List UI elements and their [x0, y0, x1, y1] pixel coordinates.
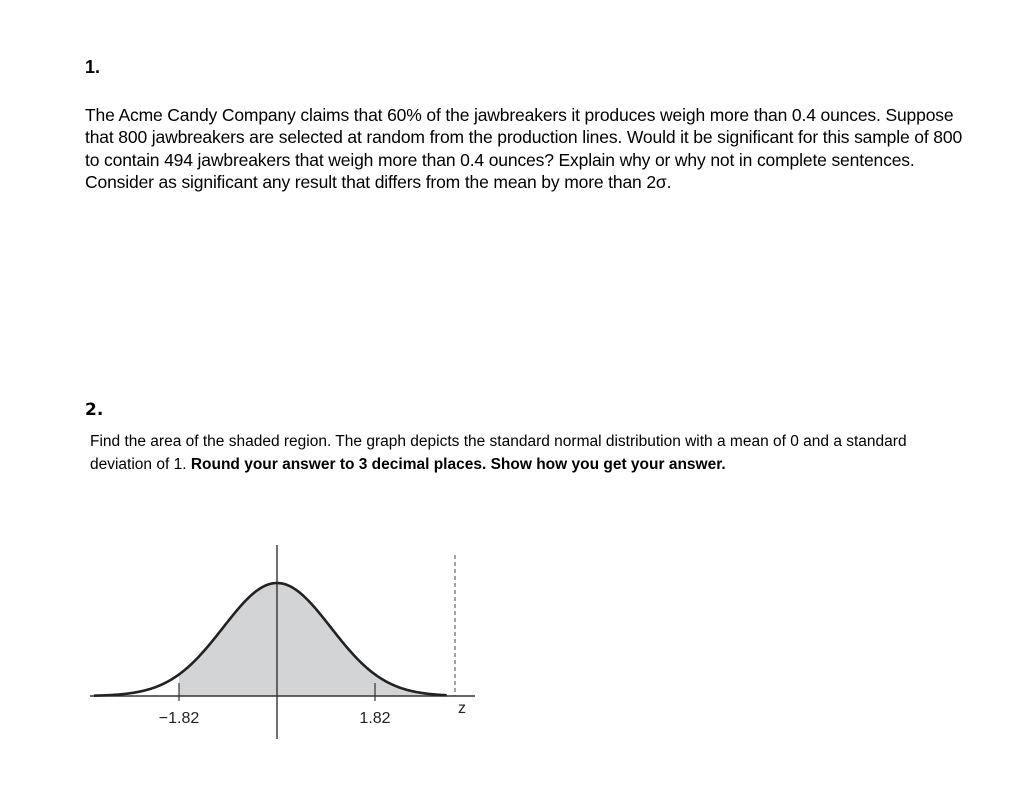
- right-bound-label: 1.82: [359, 710, 391, 727]
- shaded-region: [179, 583, 447, 696]
- normal-distribution-graph: [80, 535, 500, 750]
- question-2-instructions: Find the area of the shaded region. The graph depicts the standard normal distribution with a mean of 0 and a standard deviation of 1.: [90, 433, 907, 473]
- question-1-text: The Acme Candy Company claims that 60% of the jawbreakers it produces weigh more than 0.4 ounces. Suppose that 800 jawbreakers are selected at random from the production lines. Would it be significant for this sample of 800 to contain 494 jawbreakers that weigh more than 0.4 ounces? Explain why or why not in complete sentences. Consider as significant any result that differs from the mean by more than 2σ.: [85, 105, 963, 192]
- question-2-bold-instructions: Round your answer to 3 decimal places. Show how you get your answer.: [190, 455, 726, 473]
- question-2-number: 2.: [85, 400, 104, 420]
- question-1-number: 1.: [85, 57, 101, 77]
- z-axis-label: z: [458, 700, 466, 717]
- left-bound-label: −1.82: [158, 710, 200, 727]
- question-2-text: [90, 431, 970, 476]
